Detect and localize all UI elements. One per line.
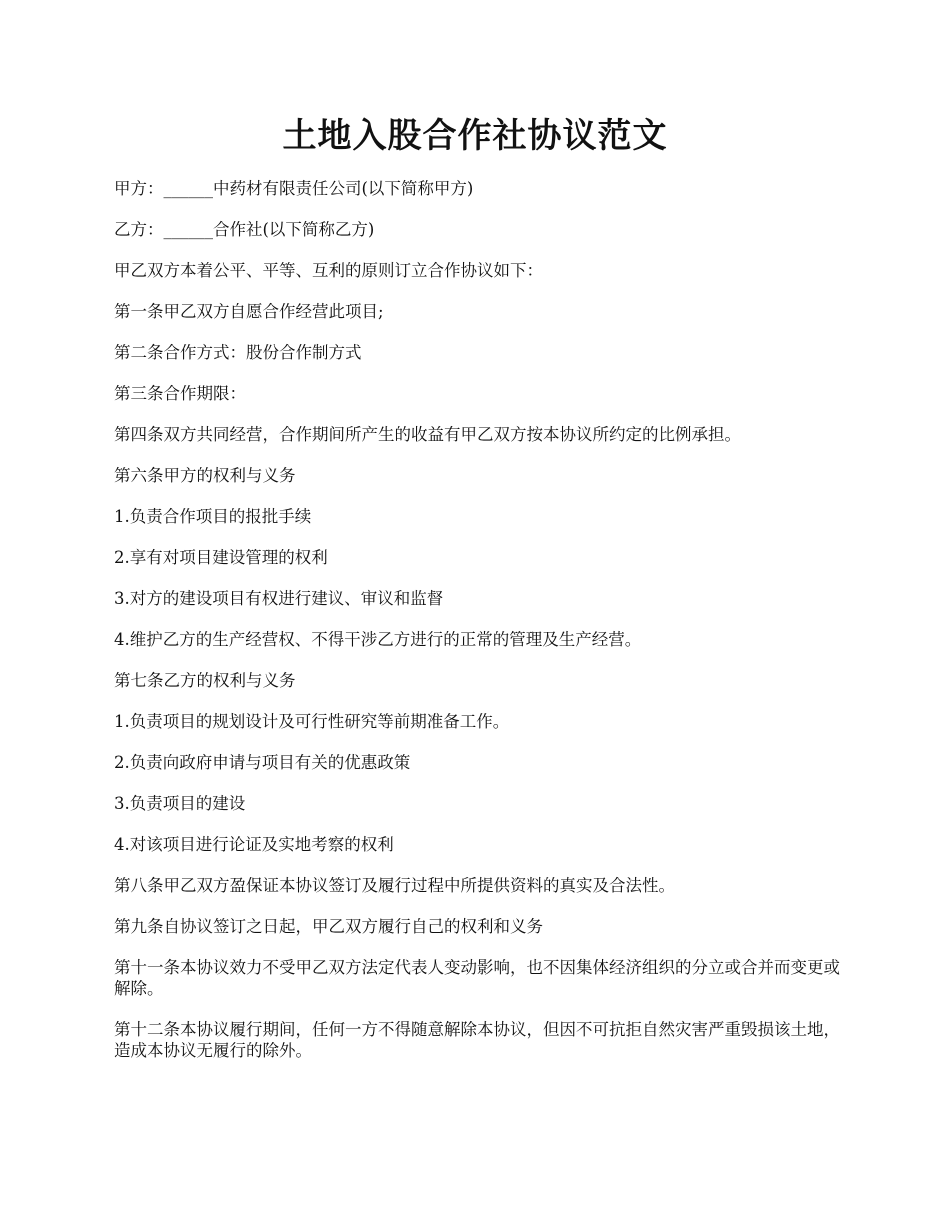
article-12: 第十二条本协议履行期间，任何一方不得随意解除本协议，但因不可抗拒自然灾害严重毁损该土地，造成本协议无履行的除外。 bbox=[114, 1020, 840, 1060]
article-3: 第三条合作期限： bbox=[114, 384, 246, 403]
document-title: 土地入股合作社协议范文 bbox=[282, 116, 668, 156]
article-9: 第九条自协议签订之日起，甲乙双方履行自己的权利和义务 bbox=[114, 917, 543, 936]
party-b-line: 乙方：______合作社(以下简称乙方) bbox=[114, 220, 375, 239]
article-7-item-2: 2.负责向政府申请与项目有关的优惠政策 bbox=[114, 753, 411, 772]
article-6-item-1: 1.负责合作项目的报批手续 bbox=[114, 507, 312, 526]
article-11: 第十一条本协议效力不受甲乙双方法定代表人变动影响，也不因集体经济组织的分立或合并而变更或解除。 bbox=[114, 958, 840, 998]
article-8: 第八条甲乙双方盈保证本协议签订及履行过程中所提供资料的真实及合法性。 bbox=[114, 876, 675, 895]
article-4: 第四条双方共同经营，合作期间所产生的收益有甲乙双方按本协议所约定的比例承担。 bbox=[114, 425, 741, 444]
article-7-heading: 第七条乙方的权利与义务 bbox=[114, 671, 296, 690]
article-2: 第二条合作方式：股份合作制方式 bbox=[114, 343, 362, 362]
article-6-item-2: 2.享有对项目建设管理的权利 bbox=[114, 548, 328, 567]
article-7-item-1: 1.负责项目的规划设计及可行性研究等前期准备工作。 bbox=[114, 712, 510, 731]
preamble-paragraph: 甲乙双方本着公平、平等、互利的原则订立合作协议如下： bbox=[114, 261, 543, 280]
party-a-line: 甲方：______中药材有限责任公司(以下简称甲方) bbox=[114, 179, 474, 198]
article-1: 第一条甲乙双方自愿合作经营此项目; bbox=[114, 302, 384, 321]
article-7-item-4: 4.对该项目进行论证及实地考察的权利 bbox=[114, 835, 394, 854]
article-6-item-3: 3.对方的建设项目有权进行建议、审议和监督 bbox=[114, 589, 444, 608]
article-6-heading: 第六条甲方的权利与义务 bbox=[114, 466, 296, 485]
document-body bbox=[114, 178, 844, 1081]
article-7-item-3: 3.负责项目的建设 bbox=[114, 794, 246, 813]
article-6-item-4: 4.维护乙方的生产经营权、不得干涉乙方进行的正常的管理及生产经营。 bbox=[114, 630, 642, 649]
